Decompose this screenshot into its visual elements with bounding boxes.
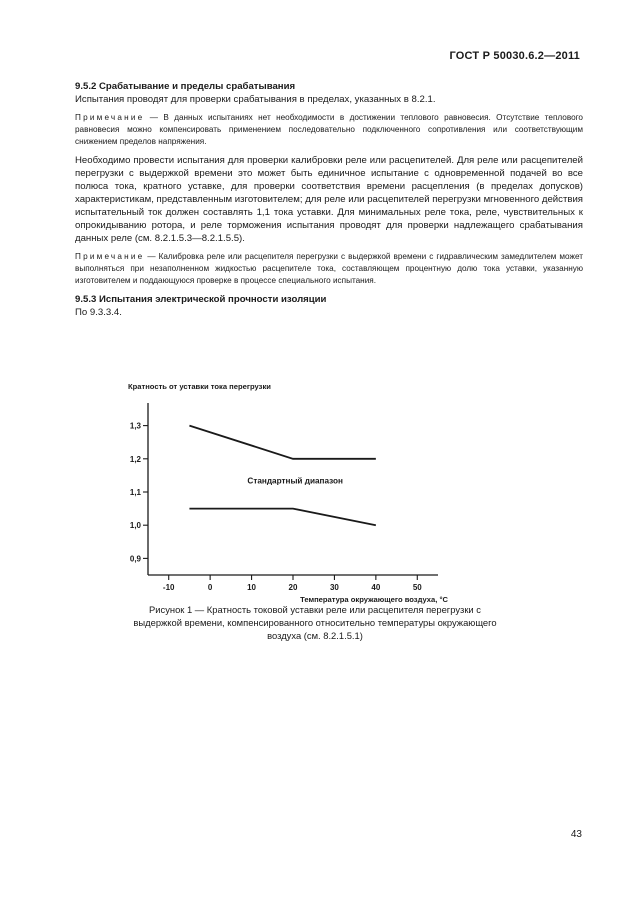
figure-1-chart bbox=[120, 375, 450, 605]
x-tick-label: 40 bbox=[371, 583, 381, 592]
x-axis-title: Температура окружающего воздуха, °С bbox=[300, 595, 448, 604]
note-1-lead: Примечание bbox=[75, 113, 145, 123]
y-tick-label: 1,3 bbox=[129, 421, 141, 431]
note-1 bbox=[75, 112, 583, 148]
note-2 bbox=[75, 251, 583, 287]
y-axis-title: Кратность от уставки тока перегрузки bbox=[128, 382, 271, 391]
series-line-2 bbox=[189, 509, 375, 526]
chart-svg bbox=[120, 375, 450, 605]
x-tick-label: 50 bbox=[412, 583, 422, 592]
x-tick-label: 30 bbox=[329, 583, 339, 592]
y-tick-label: 1,0 bbox=[129, 521, 141, 531]
note-2-lead: Примечание bbox=[75, 252, 145, 262]
y-tick-label: 1,1 bbox=[129, 488, 141, 497]
figure-caption: Рисунок 1 — Кратность токовой уставки реле или расцепителя перегрузки с выдержкой времени, компенсированного относительно температуры окружающего воздуха (см. 8.2.1.5.1) bbox=[133, 604, 497, 641]
y-tick-label: 0,9 bbox=[129, 554, 141, 564]
page-number: 43 bbox=[570, 829, 582, 840]
section-heading-9-5-3: 9.5.3 Испытания электрической прочности изоляции bbox=[75, 293, 327, 305]
x-tick-label: 20 bbox=[288, 583, 298, 592]
document-body bbox=[75, 80, 583, 319]
note-2-text: — Калибровка реле или расцепителя перегрузки с выдержкой времени с гидравлическим замедлителем может выполняться при незаполненном жидкостью расцепителе тока, составляющем процентную долю тока уставки, указанную изготовителем и поддающуюся проверке в процессе специального испытания. bbox=[75, 252, 583, 285]
range-annotation: Стандартный диапазон bbox=[247, 476, 343, 486]
section-text-9-5-3: По 9.3.3.4. bbox=[75, 306, 122, 318]
note-1-text: — В данных испытаниях нет необходимости в достижении теплового равновесия. Отсутствие теплового равновесия можно компенсировать применением последовательно подключенного сопротивления или соответствующим снижением пределов напряжения. bbox=[75, 113, 583, 146]
section-text-9-5-2: Испытания проводят для проверки срабатывания в пределах, указанных в 8.2.1. bbox=[75, 94, 436, 106]
standard-header: ГОСТ Р 50030.6.2—2011 bbox=[449, 50, 580, 62]
x-tick-label: 10 bbox=[247, 583, 257, 592]
section-heading-9-5-2: 9.5.2 Срабатывание и пределы срабатывания bbox=[75, 81, 296, 92]
x-tick-label: 0 bbox=[207, 583, 213, 592]
main-paragraph: Необходимо провести испытания для проверки калибровки реле или расцепителей. Для реле или расцепителей перегрузки с выдержкой времени это может быть единичное испытание с одновременной подачей во все полюса тока, кратного уставке, для проверки соответствия времени расцепления (в пределах допусков) характеристикам, представленным изготовителем; для реле или расцепителей перегрузки мгновенного действия испытательный ток должен составлять 1,1 тока уставки. Для минимальных реле тока, реле, чувствительных к опрокидыванию ротора, и реле торможения испытания проводят для проверки надлежащего срабатывания данных реле (см. 8.2.1.5.3—8.2.1.5.5). bbox=[75, 154, 583, 245]
x-tick-label: -10 bbox=[162, 583, 175, 592]
y-tick-label: 1,2 bbox=[129, 454, 141, 464]
series-line-1 bbox=[189, 426, 375, 459]
